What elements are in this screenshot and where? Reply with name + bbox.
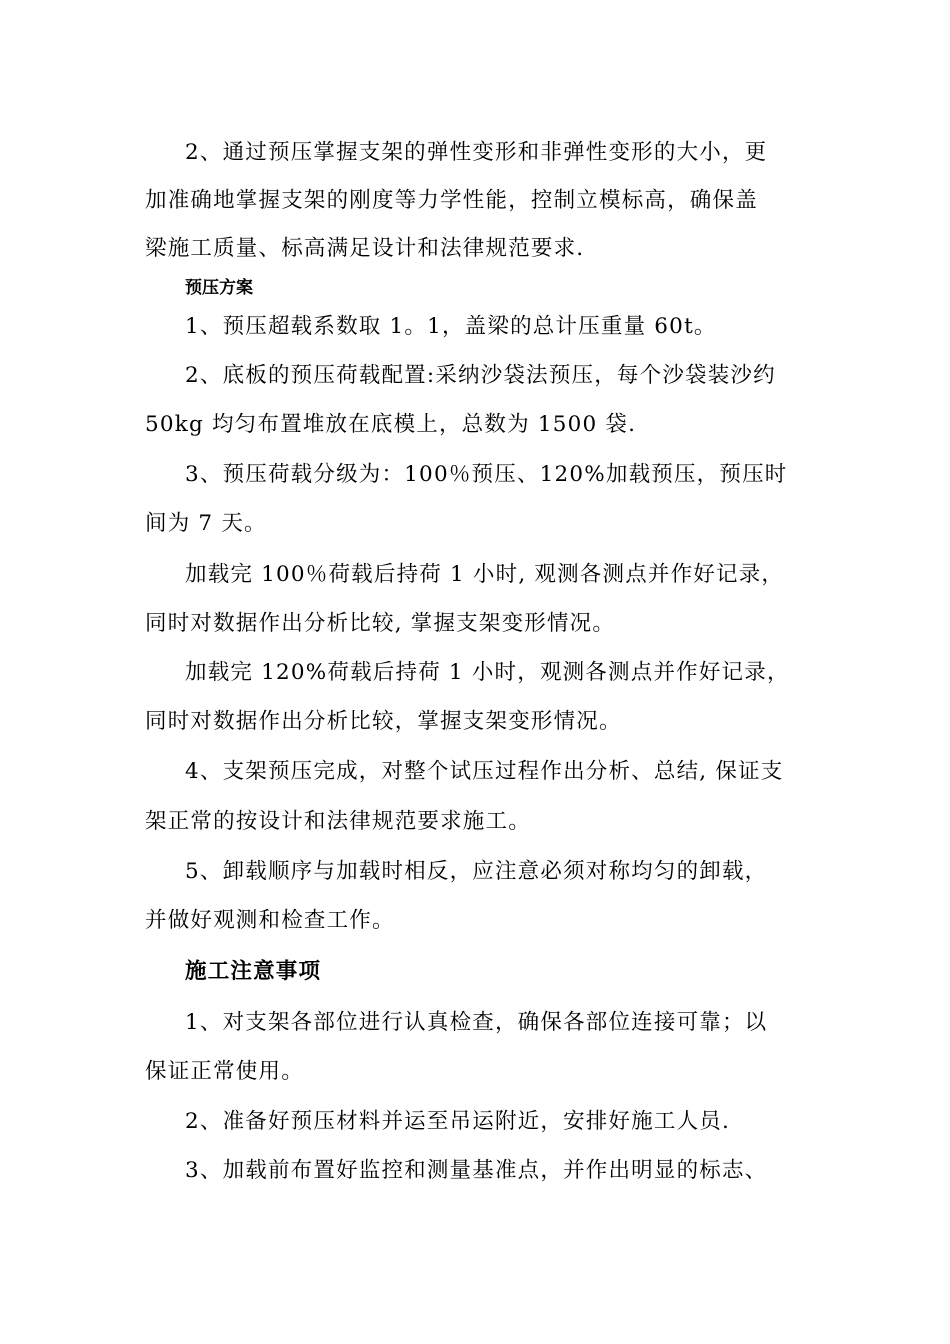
paragraph-line: 间为 7 天。	[145, 511, 267, 536]
paragraph-line: 3、加载前布置好监控和测量基准点，并作出明显的标志、	[185, 1158, 768, 1183]
paragraph-line: 同时对数据作出分析比较，掌握支架变形情况。	[145, 709, 622, 734]
paragraph-line: 并做好观测和检查工作。	[145, 908, 395, 933]
section-heading-preload-plan: 预压方案	[185, 278, 253, 298]
paragraph-line: 5、卸载顺序与加载时相反，应注意必须对称均匀的卸载，	[185, 859, 768, 884]
paragraph-line: 1、预压超载系数取 1。1，盖梁的总计压重量 60t。	[185, 314, 717, 339]
paragraph-line: 梁施工质量、标高满足设计和法律规范要求.	[145, 236, 585, 261]
paragraph-line: 加载完 120%荷载后持荷 1 小时，观测各测点并作好记录，	[185, 660, 790, 685]
paragraph-line: 加载完 100％荷载后持荷 1 小时, 观测各测点并作好记录，	[185, 562, 785, 587]
section-heading-construction-notes: 施工注意事项	[185, 959, 322, 984]
paragraph-line: 同时对数据作出分析比较, 掌握支架变形情况。	[145, 611, 616, 636]
paragraph-line: 50kg 均匀布置堆放在底模上，总数为 1500 袋.	[145, 412, 637, 437]
paragraph-line: 4、支架预压完成，对整个试压过程作出分析、总结, 保证支	[185, 759, 784, 784]
paragraph-line: 保证正常使用。	[145, 1059, 304, 1084]
paragraph-line: 加准确地掌握支架的刚度等力学性能，控制立模标高，确保盖	[145, 188, 758, 213]
paragraph-line: 3、预压荷载分级为：100％预压、120%加载预压，预压时	[185, 462, 788, 487]
paragraph-line: 2、通过预压掌握支架的弹性变形和非弹性变形的大小，更	[185, 140, 768, 165]
paragraph-line: 2、准备好预压材料并运至吊运附近，安排好施工人员.	[185, 1109, 731, 1134]
paragraph-line: 2、底板的预压荷载配置:采纳沙袋法预压，每个沙袋装沙约	[185, 363, 776, 388]
paragraph-line: 1、对支架各部位进行认真检查，确保各部位连接可靠；以	[185, 1010, 768, 1035]
paragraph-line: 架正常的按设计和法律规范要求施工。	[145, 809, 531, 834]
